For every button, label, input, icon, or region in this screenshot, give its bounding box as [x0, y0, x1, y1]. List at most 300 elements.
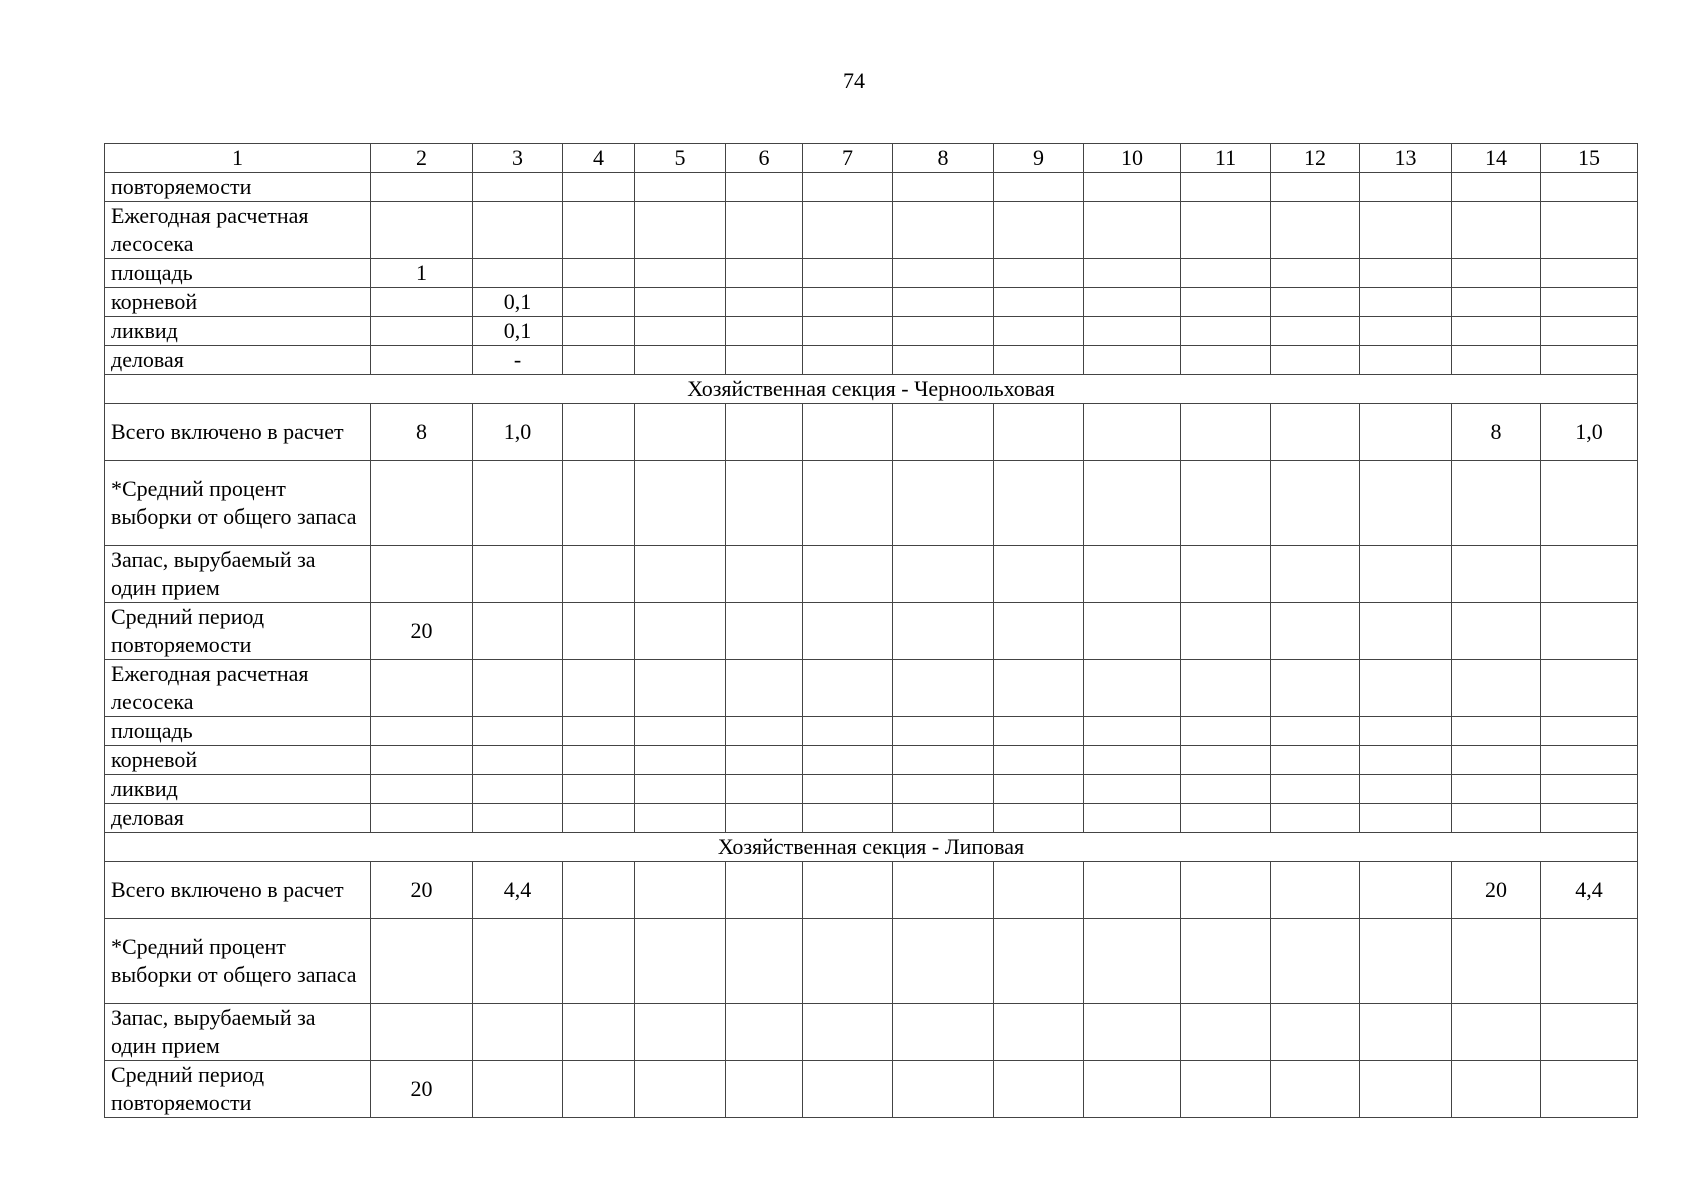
table-cell [994, 173, 1084, 202]
table-cell [803, 919, 893, 1004]
table-cell [563, 1004, 635, 1061]
table-cell [473, 173, 563, 202]
table-cell [803, 546, 893, 603]
table-cell [726, 1004, 803, 1061]
table-cell: 0,1 [473, 288, 563, 317]
table-cell [803, 461, 893, 546]
table-cell [1084, 660, 1181, 717]
table-cell [635, 173, 726, 202]
table-row [105, 804, 1638, 833]
section-header-row [105, 375, 1638, 404]
table-cell [803, 660, 893, 717]
table-cell [1181, 546, 1271, 603]
table-cell [803, 202, 893, 259]
table-cell [1084, 746, 1181, 775]
table-cell [563, 317, 635, 346]
table-row [105, 862, 1638, 919]
table-cell [1271, 173, 1360, 202]
table-cell [994, 202, 1084, 259]
table-cell [994, 746, 1084, 775]
table-cell [893, 717, 994, 746]
table-cell [473, 1061, 563, 1118]
table-cell [1084, 804, 1181, 833]
table-cell [1360, 259, 1452, 288]
row-label: ликвид [105, 317, 371, 346]
column-number: 8 [893, 144, 994, 173]
table-cell [1541, 346, 1638, 375]
table-cell [1181, 288, 1271, 317]
table-cell [635, 862, 726, 919]
table-cell [803, 346, 893, 375]
table-row [105, 346, 1638, 375]
row-label: Ежегодная расчетная лесосека [105, 660, 371, 717]
table-cell [994, 317, 1084, 346]
table-cell [726, 461, 803, 546]
table-cell [1271, 461, 1360, 546]
table-cell [803, 288, 893, 317]
table-cell [473, 546, 563, 603]
table-cell [1271, 717, 1360, 746]
table-cell [1360, 717, 1452, 746]
column-number: 12 [1271, 144, 1360, 173]
table-cell [1084, 603, 1181, 660]
table-cell [1360, 746, 1452, 775]
row-label: площадь [105, 259, 371, 288]
table-cell [803, 862, 893, 919]
table-cell [803, 775, 893, 804]
table-cell [563, 1061, 635, 1118]
table-cell [994, 660, 1084, 717]
table-cell [1541, 603, 1638, 660]
table-cell [563, 660, 635, 717]
table-cell [635, 804, 726, 833]
table-row [105, 746, 1638, 775]
table-cell [1541, 717, 1638, 746]
table-cell [1181, 1061, 1271, 1118]
table-cell [726, 862, 803, 919]
forest-harvest-table [104, 143, 1638, 1118]
table-cell [473, 804, 563, 833]
row-label: Всего включено в расчет [105, 404, 371, 461]
table-cell [726, 546, 803, 603]
table-cell [1181, 202, 1271, 259]
table-cell [1360, 546, 1452, 603]
table-cell [1452, 660, 1541, 717]
table-row [105, 660, 1638, 717]
table-cell [1452, 288, 1541, 317]
table-cell [1360, 919, 1452, 1004]
table-cell [371, 660, 473, 717]
table-cell [1360, 1061, 1452, 1118]
table-cell [563, 804, 635, 833]
table-cell [635, 317, 726, 346]
table-cell [563, 919, 635, 1004]
table-cell [1360, 804, 1452, 833]
table-cell [1452, 775, 1541, 804]
column-number: 4 [563, 144, 635, 173]
table-cell [473, 746, 563, 775]
table-cell [1452, 804, 1541, 833]
row-label: корневой [105, 288, 371, 317]
table-row [105, 717, 1638, 746]
row-label: Средний период повторяемости [105, 603, 371, 660]
table-cell [1541, 660, 1638, 717]
table-cell [1541, 1004, 1638, 1061]
table-cell [803, 717, 893, 746]
table-cell [994, 546, 1084, 603]
table-cell [1181, 346, 1271, 375]
table-cell [726, 404, 803, 461]
table-cell: 20 [371, 603, 473, 660]
row-label: корневой [105, 746, 371, 775]
table-cell [893, 173, 994, 202]
table-cell [726, 346, 803, 375]
table-cell [994, 259, 1084, 288]
table-cell [726, 717, 803, 746]
table-row [105, 317, 1638, 346]
column-number: 15 [1541, 144, 1638, 173]
table-cell [994, 862, 1084, 919]
table-row [105, 288, 1638, 317]
table-cell [726, 259, 803, 288]
table-cell [1271, 862, 1360, 919]
table-cell [1271, 919, 1360, 1004]
table-cell [371, 461, 473, 546]
table-cell: 4,4 [1541, 862, 1638, 919]
table-cell [473, 202, 563, 259]
table-cell [803, 1061, 893, 1118]
section-title: Хозяйственная секция - Черноольховая [105, 375, 1638, 404]
table-cell [1084, 173, 1181, 202]
table-cell [371, 919, 473, 1004]
table-cell [371, 746, 473, 775]
table-cell [1360, 202, 1452, 259]
table-cell [1181, 317, 1271, 346]
table-cell [803, 1004, 893, 1061]
row-label: Запас, вырубаемый за один прием [105, 1004, 371, 1061]
row-label: деловая [105, 346, 371, 375]
table-cell [1360, 317, 1452, 346]
table-row [105, 1004, 1638, 1061]
table-cell [635, 1061, 726, 1118]
row-label: ликвид [105, 775, 371, 804]
table-cell: - [473, 346, 563, 375]
table-cell [1084, 1004, 1181, 1061]
table-cell [726, 775, 803, 804]
table-cell [1452, 603, 1541, 660]
row-label: *Средний процент выборки от общего запаса [105, 919, 371, 1004]
table-cell: 8 [1452, 404, 1541, 461]
table-cell [1084, 1061, 1181, 1118]
table-row [105, 404, 1638, 461]
column-number: 11 [1181, 144, 1271, 173]
table-cell: 20 [1452, 862, 1541, 919]
column-number: 13 [1360, 144, 1452, 173]
table-cell [893, 259, 994, 288]
table-cell [563, 461, 635, 546]
table-cell [1541, 746, 1638, 775]
page-number: 74 [843, 68, 865, 93]
table-cell [1360, 1004, 1452, 1061]
table-cell [1360, 173, 1452, 202]
table-cell [994, 288, 1084, 317]
table-cell [1541, 202, 1638, 259]
table-cell [1541, 804, 1638, 833]
table-cell [893, 461, 994, 546]
table-cell [1271, 546, 1360, 603]
table-cell [893, 862, 994, 919]
table-cell: 4,4 [473, 862, 563, 919]
column-number-row [105, 144, 1638, 173]
table-cell [1181, 717, 1271, 746]
column-number: 7 [803, 144, 893, 173]
table-cell [1084, 862, 1181, 919]
table-cell [1084, 288, 1181, 317]
table-cell [1541, 919, 1638, 1004]
table-cell [803, 404, 893, 461]
column-number: 14 [1452, 144, 1541, 173]
table-cell [1271, 288, 1360, 317]
table-cell [563, 202, 635, 259]
table-cell [893, 346, 994, 375]
table-cell [473, 919, 563, 1004]
table-row [105, 603, 1638, 660]
table-cell [1541, 288, 1638, 317]
table-cell [893, 546, 994, 603]
table-cell [1452, 202, 1541, 259]
table-cell [1452, 1004, 1541, 1061]
row-label: Всего включено в расчет [105, 862, 371, 919]
table-cell [1181, 804, 1271, 833]
table-cell [1452, 173, 1541, 202]
table-cell: 20 [371, 1061, 473, 1118]
table-row [105, 173, 1638, 202]
table-cell [803, 603, 893, 660]
table-cell [1181, 862, 1271, 919]
table-cell [1271, 1061, 1360, 1118]
table-cell [563, 717, 635, 746]
table-cell [1084, 202, 1181, 259]
table-cell [473, 603, 563, 660]
column-number: 3 [473, 144, 563, 173]
table-cell [1181, 259, 1271, 288]
table-cell [473, 259, 563, 288]
table-cell: 8 [371, 404, 473, 461]
row-label: деловая [105, 804, 371, 833]
table-cell [1271, 202, 1360, 259]
table-cell [893, 317, 994, 346]
table-cell [635, 660, 726, 717]
table-cell [1452, 546, 1541, 603]
table-cell: 1,0 [473, 404, 563, 461]
table-cell [1360, 288, 1452, 317]
table-cell [1360, 660, 1452, 717]
table-cell [635, 746, 726, 775]
table-cell [371, 775, 473, 804]
table-cell [1084, 317, 1181, 346]
table-cell [994, 1004, 1084, 1061]
table-cell [1181, 603, 1271, 660]
table-cell [1271, 660, 1360, 717]
table-cell [726, 317, 803, 346]
section-title: Хозяйственная секция - Липовая [105, 833, 1638, 862]
table-cell [1271, 1004, 1360, 1061]
table-cell [473, 660, 563, 717]
table-cell [1084, 717, 1181, 746]
table-cell [893, 919, 994, 1004]
table-cell [1181, 461, 1271, 546]
table-cell [726, 173, 803, 202]
column-number: 6 [726, 144, 803, 173]
table-cell [726, 202, 803, 259]
table-cell [371, 717, 473, 746]
table-cell [473, 1004, 563, 1061]
table-cell [635, 1004, 726, 1061]
table-cell [1541, 173, 1638, 202]
table-cell [893, 202, 994, 259]
table-cell [635, 202, 726, 259]
table-cell [726, 288, 803, 317]
table-cell: 1,0 [1541, 404, 1638, 461]
table-cell [1452, 317, 1541, 346]
table-cell [1541, 1061, 1638, 1118]
table-cell [893, 404, 994, 461]
table-cell [371, 804, 473, 833]
table-cell [994, 346, 1084, 375]
table-cell [1360, 461, 1452, 546]
table-cell [371, 1004, 473, 1061]
table-cell [635, 404, 726, 461]
table-cell [371, 288, 473, 317]
table-cell [371, 202, 473, 259]
table-row [105, 461, 1638, 546]
table-cell [994, 804, 1084, 833]
table-cell [1541, 259, 1638, 288]
table-cell [803, 259, 893, 288]
table-cell [473, 461, 563, 546]
table-cell [1541, 775, 1638, 804]
column-number: 1 [105, 144, 371, 173]
table-cell [635, 259, 726, 288]
table-cell [994, 919, 1084, 1004]
table-cell [1360, 603, 1452, 660]
table-cell [726, 919, 803, 1004]
table-cell [563, 862, 635, 919]
table-cell [635, 717, 726, 746]
table-cell [473, 717, 563, 746]
table-cell [1271, 317, 1360, 346]
table-cell [371, 346, 473, 375]
column-number: 2 [371, 144, 473, 173]
table-cell [635, 546, 726, 603]
table-cell [803, 746, 893, 775]
table-cell [1271, 775, 1360, 804]
table-cell [893, 1061, 994, 1118]
table-row [105, 919, 1638, 1004]
table-row [105, 546, 1638, 603]
table-cell [1541, 317, 1638, 346]
table-cell [1181, 660, 1271, 717]
table-cell [994, 775, 1084, 804]
table-cell [1271, 746, 1360, 775]
table-row [105, 1061, 1638, 1118]
table-cell [563, 173, 635, 202]
table-cell [893, 288, 994, 317]
table-cell [1360, 346, 1452, 375]
table-cell [726, 660, 803, 717]
table-cell [635, 603, 726, 660]
row-label: площадь [105, 717, 371, 746]
table-cell [1452, 1061, 1541, 1118]
table-cell [1452, 746, 1541, 775]
column-number: 10 [1084, 144, 1181, 173]
table-cell [563, 775, 635, 804]
table-cell [1084, 404, 1181, 461]
table-cell [994, 461, 1084, 546]
table-cell [893, 660, 994, 717]
table-cell [1360, 404, 1452, 461]
column-number: 9 [994, 144, 1084, 173]
table-cell [1084, 259, 1181, 288]
table-cell [1541, 546, 1638, 603]
table-cell [1084, 546, 1181, 603]
table-cell: 20 [371, 862, 473, 919]
table-cell [1271, 259, 1360, 288]
table-cell [994, 603, 1084, 660]
table-cell [893, 775, 994, 804]
row-label: *Средний процент выборки от общего запаса [105, 461, 371, 546]
table-cell [371, 173, 473, 202]
table-cell [803, 317, 893, 346]
table-cell [994, 1061, 1084, 1118]
table-cell: 1 [371, 259, 473, 288]
table-cell [1271, 346, 1360, 375]
table-cell [1084, 346, 1181, 375]
table-cell [1271, 603, 1360, 660]
table-cell [893, 746, 994, 775]
table-cell [994, 717, 1084, 746]
table-cell [1452, 461, 1541, 546]
table-cell [1541, 461, 1638, 546]
row-label: Средний период повторяемости [105, 1061, 371, 1118]
table-cell [1084, 919, 1181, 1004]
table-cell [1452, 259, 1541, 288]
table-cell [893, 603, 994, 660]
table-row [105, 202, 1638, 259]
row-label: повторяемости [105, 173, 371, 202]
table-cell [635, 919, 726, 1004]
table-cell [563, 546, 635, 603]
table-cell [726, 746, 803, 775]
table-cell [1452, 346, 1541, 375]
table-cell [563, 404, 635, 461]
table-cell [1360, 775, 1452, 804]
table-cell [635, 461, 726, 546]
table-cell [726, 804, 803, 833]
table-row [105, 259, 1638, 288]
table-cell [1181, 746, 1271, 775]
table-cell [473, 775, 563, 804]
table-cell [893, 804, 994, 833]
table-cell [371, 546, 473, 603]
table-row [105, 775, 1638, 804]
table-cell [1271, 804, 1360, 833]
table-cell [635, 288, 726, 317]
table-cell [563, 288, 635, 317]
table-cell [563, 603, 635, 660]
row-label: Запас, вырубаемый за один прием [105, 546, 371, 603]
table-cell [635, 775, 726, 804]
